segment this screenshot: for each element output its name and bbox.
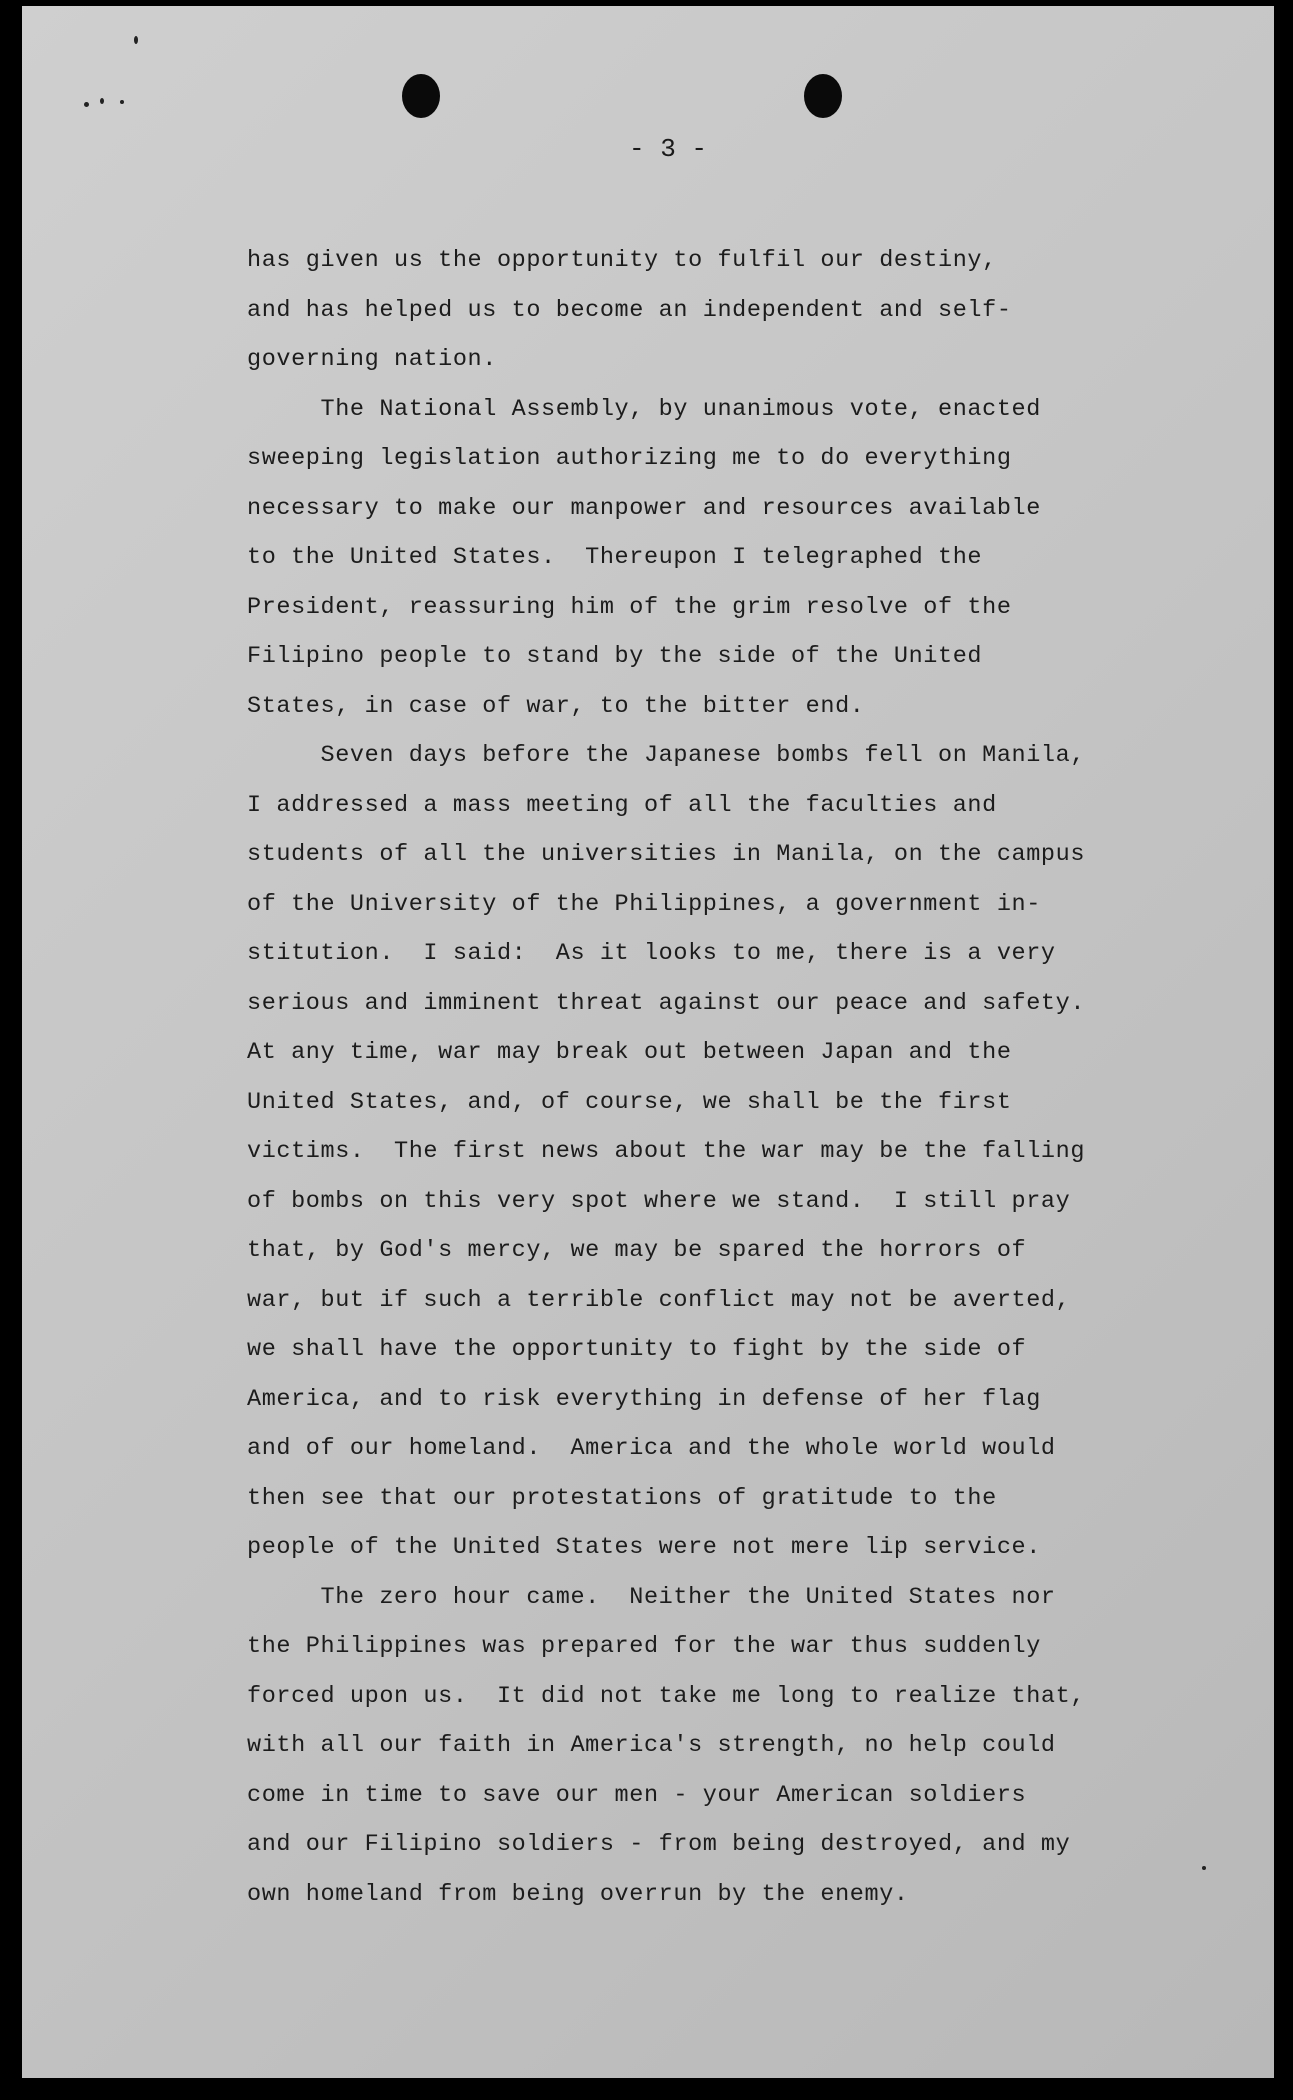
ink-speck [120, 100, 124, 104]
text-line: come in time to save our men - your American soldiers [247, 1781, 1027, 1809]
typed-text-body [247, 236, 1147, 1919]
text-line: war, but if such a terrible conflict may not be averted, [247, 1286, 1071, 1314]
text-line: Seven days before the Japanese bombs fell on Manila, [247, 742, 1086, 769]
text-line: has given us the opportunity to fulfil our destiny, [247, 247, 997, 274]
text-line: Filipino people to stand by the side of the United [247, 643, 983, 670]
text-line: The National Assembly, by unanimous vote, enacted [247, 395, 1041, 423]
text-line: sweeping legislation authorizing me to do everything [247, 445, 1012, 472]
text-line: of bombs on this very spot where we stand. I still pray [247, 1187, 1071, 1215]
text-line: President, reassuring him of the grim resolve of the [247, 593, 1012, 621]
text-line: At any time, war may break out between Japan and the [247, 1039, 1012, 1066]
text-line: of the University of the Philippines, a government in- [247, 890, 1041, 918]
ink-speck [100, 98, 104, 104]
punch-hole-right [804, 74, 842, 118]
text-line: that, by God's mercy, we may be spared the horrors of [247, 1237, 1027, 1264]
text-line: governing nation. [247, 346, 497, 373]
text-line: then see that our protestations of gratitude to the [247, 1484, 997, 1512]
text-line: and our Filipino soldiers - from being destroyed, and my [247, 1831, 1071, 1858]
document-page [22, 6, 1274, 2078]
text-line: and of our homeland. America and the whole world would [247, 1435, 1056, 1462]
text-line: America, and to risk everything in defense of her flag [247, 1385, 1041, 1413]
text-line: own homeland from being overrun by the enemy. [247, 1880, 909, 1908]
text-line: The zero hour came. Neither the United States nor [247, 1583, 1056, 1611]
text-line: I addressed a mass meeting of all the faculties and [247, 791, 997, 819]
text-line: serious and imminent threat against our peace and safety. [247, 989, 1086, 1017]
text-line: students of all the universities in Manila, on the campus [247, 841, 1086, 868]
text-line: we shall have the opportunity to fight by the side of [247, 1336, 1027, 1363]
text-line: people of the United States were not mere lip service. [247, 1534, 1041, 1561]
text-line: necessary to make our manpower and resources available [247, 494, 1041, 522]
page-number: - 3 - [628, 134, 707, 164]
ink-speck [84, 102, 89, 107]
text-line: and has helped us to become an independent and self- [247, 296, 1012, 324]
ink-speck [134, 36, 138, 44]
text-line: the Philippines was prepared for the war thus suddenly [247, 1633, 1041, 1660]
ink-speck [1202, 1866, 1206, 1870]
text-line: victims. The first news about the war may be the falling [247, 1138, 1086, 1165]
text-line: forced upon us. It did not take me long to realize that, [247, 1682, 1086, 1710]
text-line: stitution. I said: As it looks to me, there is a very [247, 940, 1056, 967]
punch-hole-left [402, 74, 440, 118]
text-line: States, in case of war, to the bitter end. [247, 692, 865, 720]
text-line: United States, and, of course, we shall be the first [247, 1088, 1012, 1116]
text-line: to the United States. Thereupon I telegraphed the [247, 544, 983, 571]
text-line: with all our faith in America's strength, no help could [247, 1732, 1056, 1759]
